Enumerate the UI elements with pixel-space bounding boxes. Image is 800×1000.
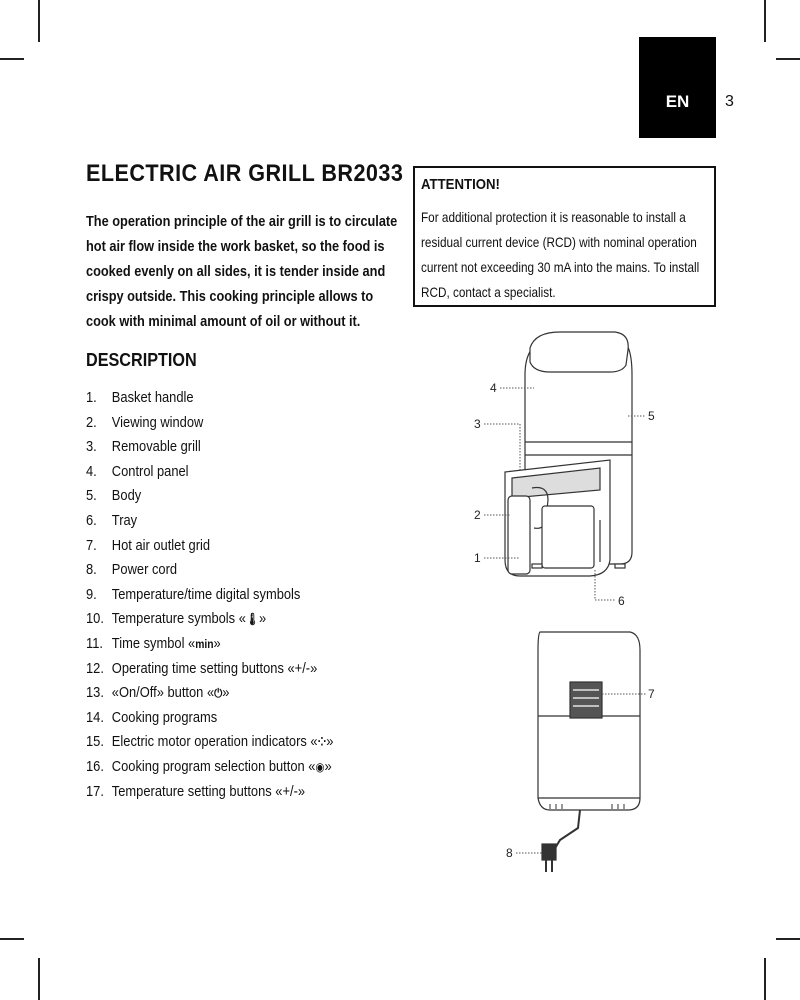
- air-grill-illustration: [450, 320, 680, 900]
- list-item: [86, 706, 333, 731]
- list-item: [86, 460, 333, 485]
- item-text: Body: [111, 487, 142, 505]
- item-text: Removable grill: [111, 438, 201, 456]
- item-number: 11.: [86, 634, 103, 652]
- item-number: 7.: [86, 536, 97, 554]
- item-text: Electric motor operation indicators «: [111, 733, 318, 751]
- callout-label: 1: [474, 551, 481, 565]
- crop-mark: [0, 58, 24, 60]
- crop-mark: [776, 58, 800, 60]
- item-number: 3.: [86, 438, 97, 456]
- power-icon: ⏻: [214, 686, 223, 701]
- intro-line: The operation principle of the air grill is to circulate: [86, 214, 398, 230]
- item-number: 8.: [86, 561, 97, 579]
- item-number: 15.: [86, 733, 104, 751]
- item-text: Control panel: [111, 462, 189, 480]
- list-item: [86, 509, 333, 534]
- attention-line: RCD, contact a specialist.: [421, 284, 556, 300]
- page-title: ELECTRIC AIR GRILL BR2033: [86, 160, 404, 187]
- attention-line: residual current device (RCD) with nominal operation: [421, 234, 697, 250]
- thermometer-icon: 🌡: [245, 612, 259, 627]
- page-number: 3: [725, 93, 734, 110]
- item-text: Temperature/time digital symbols: [111, 585, 301, 603]
- list-item: [86, 780, 333, 805]
- appliance-rear-drawing: [538, 632, 640, 810]
- outlet-grid-drawing: [570, 682, 602, 718]
- intro-line: cooked evenly on all sides, it is tender inside and: [86, 264, 386, 280]
- item-text: Cooking programs: [111, 708, 218, 726]
- callout-label: 5: [648, 409, 655, 423]
- item-close: »: [324, 757, 332, 775]
- list-item: [86, 534, 333, 559]
- item-text: Temperature setting buttons «+/-»: [111, 782, 306, 800]
- list-item: [86, 411, 333, 436]
- item-number: 10.: [86, 610, 104, 628]
- item-close: »: [222, 684, 230, 702]
- item-number: 6.: [86, 511, 97, 529]
- language-tab: [639, 37, 716, 138]
- list-item: [86, 730, 333, 755]
- control-panel-drawing: [530, 332, 628, 372]
- intro-line: hot air flow inside the work basket, so the food is: [86, 239, 385, 255]
- item-text: Operating time setting buttons «+/-»: [111, 659, 318, 677]
- program-select-icon: ◉: [315, 759, 325, 774]
- item-number: 9.: [86, 585, 97, 603]
- list-item: [86, 607, 333, 632]
- attention-line: For additional protection it is reasonable to install a: [421, 209, 686, 225]
- crop-mark: [764, 0, 766, 42]
- item-number: 17.: [86, 782, 104, 800]
- item-close: »: [326, 733, 334, 751]
- power-cord-drawing: [554, 810, 580, 850]
- crop-mark: [0, 938, 24, 940]
- item-text: Time symbol «: [111, 634, 196, 652]
- item-number: 1.: [86, 389, 97, 406]
- item-text: Viewing window: [111, 413, 204, 431]
- crop-mark: [38, 958, 40, 1000]
- description-heading: DESCRIPTION: [86, 350, 197, 370]
- list-item: [86, 386, 333, 411]
- item-number: 14.: [86, 708, 104, 726]
- basket-handle-drawing: [508, 496, 530, 574]
- item-text: Tray: [111, 511, 138, 529]
- callout-label: 6: [618, 594, 625, 608]
- item-text: Cooking program selection button «: [111, 757, 316, 775]
- list-item: [86, 484, 333, 509]
- callout-label: 8: [506, 846, 513, 860]
- list-item: [86, 755, 333, 780]
- item-number: 5.: [86, 487, 97, 505]
- language-label: EN: [665, 91, 690, 111]
- item-number: 16.: [86, 757, 104, 775]
- intro-paragraph: [86, 210, 398, 335]
- crop-mark: [776, 938, 800, 940]
- list-item: [86, 681, 333, 706]
- list-item: [86, 558, 333, 583]
- crop-mark: [38, 0, 40, 42]
- list-item: [86, 632, 333, 657]
- attention-text: [421, 205, 700, 305]
- callout-label: 7: [648, 687, 655, 701]
- intro-line: crispy outside. This cooking principle allows to: [86, 289, 374, 305]
- item-number: 4.: [86, 462, 97, 480]
- callout-label: 3: [474, 417, 481, 431]
- crop-mark: [764, 958, 766, 1000]
- item-text: «On/Off» button «: [111, 684, 215, 702]
- callout-label: 2: [474, 508, 481, 522]
- intro-line: cook with minimal amount of oil or without it.: [86, 314, 361, 330]
- item-close: »: [258, 610, 267, 628]
- item-text: Power cord: [111, 561, 178, 579]
- attention-title: ATTENTION!: [421, 176, 500, 193]
- parts-list: [86, 386, 333, 804]
- motor-indicator-icon: ⁘: [317, 735, 327, 750]
- list-item: [86, 657, 333, 682]
- attention-box: [413, 166, 716, 307]
- callout-label: 4: [490, 381, 497, 395]
- item-text: Temperature symbols «: [111, 610, 246, 628]
- item-number: 2.: [86, 413, 97, 431]
- viewing-window-drawing: [542, 506, 594, 568]
- item-close: »: [213, 634, 221, 652]
- list-item: [86, 435, 333, 460]
- item-number: 13.: [86, 684, 104, 702]
- item-text: Basket handle: [111, 389, 194, 406]
- item-text: Hot air outlet grid: [111, 536, 211, 554]
- attention-line: current not exceeding 30 mA into the mains. To install: [421, 259, 700, 275]
- item-number: 12.: [86, 659, 104, 677]
- min-symbol-icon: min: [195, 636, 214, 651]
- list-item: [86, 583, 333, 608]
